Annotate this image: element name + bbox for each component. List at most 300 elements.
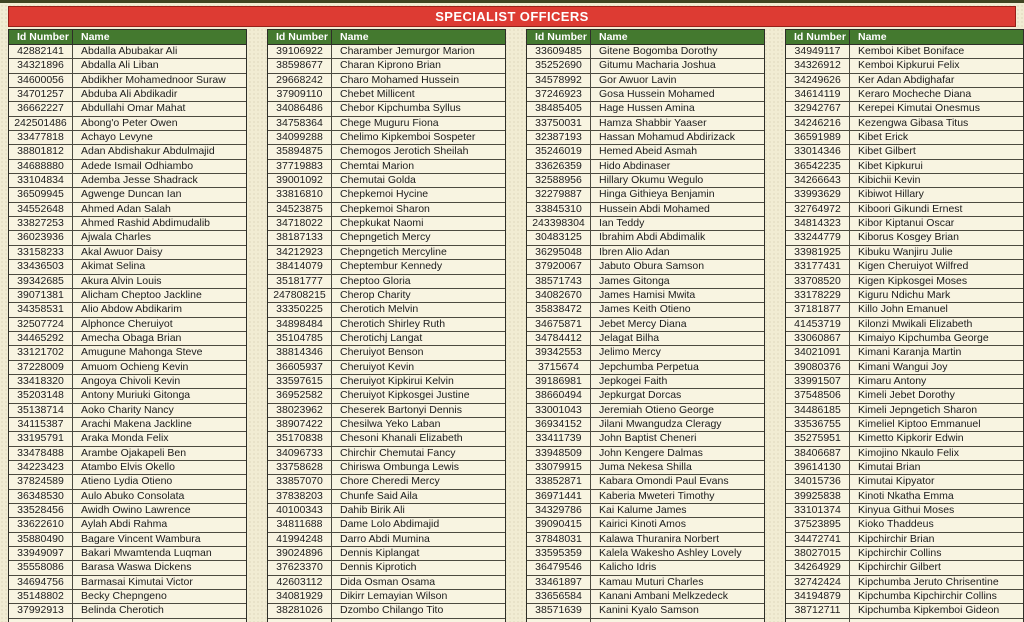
officer-id-number: 32387193: [527, 131, 591, 144]
officer-id-number: 39080376: [786, 361, 850, 374]
table-row: [527, 475, 764, 489]
officer-name: Killo John Emanuel: [858, 303, 948, 316]
officer-id-number: 37824589: [9, 475, 73, 488]
table-row: [9, 404, 246, 418]
officer-id-number: 34249626: [786, 74, 850, 87]
officer-name: Amugune Mahonga Steve: [81, 346, 203, 359]
table-row: [786, 461, 1023, 475]
table-row: [268, 231, 505, 245]
officer-id-number: 34814323: [786, 217, 850, 230]
table-row: [9, 432, 246, 446]
officer-id-number: 33350225: [268, 303, 332, 316]
officer-id-number: 38406687: [786, 447, 850, 460]
officer-id-number: 33528456: [9, 504, 73, 517]
officer-id-number: 33418320: [9, 375, 73, 388]
officer-name: Chepkemoi Hycine: [340, 188, 429, 201]
table-row: [527, 561, 764, 575]
officer-name: Aoko Charity Nancy: [81, 403, 174, 416]
officer-name: Gor Awuor Lavin: [599, 73, 677, 86]
officer-name: Barmasai Kimutai Victor: [81, 575, 193, 588]
officer-name: Kamau Muturi Charles: [599, 575, 704, 588]
officer-id-number: 37992913: [9, 604, 73, 617]
officer-name: Amuom Ochieng Kevin: [81, 360, 189, 373]
officer-name: Jepkurgat Dorcas: [599, 389, 682, 402]
table-row: [9, 346, 246, 360]
officer-id-number: 34082670: [527, 289, 591, 302]
table-row: [9, 375, 246, 389]
officer-id-number: 37719883: [268, 160, 332, 173]
officer-id-number: 33981925: [786, 246, 850, 259]
officer-name: James Gitonga: [599, 274, 670, 287]
officer-id-number: 37246923: [527, 88, 591, 101]
officer-id-number: 33195791: [9, 432, 73, 445]
table-row: [786, 131, 1023, 145]
table-row: [268, 102, 505, 116]
officer-name: Jelimo Mercy: [599, 346, 661, 359]
officer-id-number: 36591989: [786, 131, 850, 144]
officer-id-number: 35246019: [527, 145, 591, 158]
officer-name: Kabara Omondi Paul Evans: [599, 475, 729, 488]
officer-name: Hage Hussen Amina: [599, 102, 695, 115]
officer-id-number: 34688880: [9, 160, 73, 173]
officer-id-number: 33477818: [9, 131, 73, 144]
officer-id-number: 33178229: [786, 289, 850, 302]
officer-name: Kimetto Kipkorir Edwin: [858, 432, 964, 445]
officer-name: Kalawa Thuranira Norbert: [599, 532, 720, 545]
table-row: [9, 246, 246, 260]
table-row: [786, 246, 1023, 260]
table-row: [9, 102, 246, 116]
table-row: [786, 375, 1023, 389]
officer-id-number: 29668242: [268, 74, 332, 87]
table-row: [268, 561, 505, 575]
table-row: [786, 332, 1023, 346]
table-row: [9, 45, 246, 59]
table-row: [527, 504, 764, 518]
officer-name: Dahib Birik Ali: [340, 504, 405, 516]
officer-id-number: 34194879: [786, 590, 850, 603]
table-row: [786, 518, 1023, 532]
officer-name: Kaberia Mweteri Timothy: [599, 489, 715, 502]
table-row: [268, 375, 505, 389]
table-row: [9, 561, 246, 575]
officer-name: Chore Cheredi Mercy: [340, 475, 440, 488]
officer-id-number: 34099288: [268, 131, 332, 144]
officer-name: Antony Muriuki Gitonga: [81, 389, 191, 402]
officer-name: Kibet Kipkurui: [858, 159, 923, 172]
officer-name: Abdullahi Omar Mahat: [81, 102, 186, 115]
table-row: [9, 461, 246, 475]
table-header-row: [268, 30, 505, 45]
officer-name: Dikirr Lemayian Wilson: [340, 590, 448, 603]
table-row: [9, 504, 246, 518]
table-row: [268, 475, 505, 489]
table-row: [527, 74, 764, 88]
table-row: [268, 447, 505, 461]
officer-id-number: 34600056: [9, 74, 73, 87]
officer-id-number: 33478488: [9, 447, 73, 460]
officer-id-number: 38814346: [268, 346, 332, 359]
table-row: [268, 45, 505, 59]
table-row: [9, 389, 246, 403]
officer-id-number: 33991507: [786, 375, 850, 388]
officer-name: Angoya Chivoli Kevin: [81, 374, 181, 387]
officer-id-number: 38712711: [786, 604, 850, 617]
table-row: [268, 203, 505, 217]
officer-id-number: 35170838: [268, 432, 332, 445]
officer-id-number: 37228009: [9, 361, 73, 374]
officer-id-number: 32588956: [527, 174, 591, 187]
officer-name: Chemtai Marion: [340, 159, 415, 172]
officer-id-number: 42603112: [268, 576, 332, 589]
table-row: [9, 117, 246, 131]
officer-name: Jepkogei Faith: [599, 374, 668, 387]
table-row: [786, 117, 1023, 131]
table-row: [527, 231, 764, 245]
officer-name: Chirchir Chemutai Fancy: [340, 446, 456, 459]
officer-id-number: 34358531: [9, 303, 73, 316]
table-row: [9, 576, 246, 590]
officer-id-number: 34266643: [786, 174, 850, 187]
officer-name: Bakari Mwamtenda Luqman: [81, 547, 212, 560]
officer-id-number: 41453719: [786, 318, 850, 331]
officer-name: Ahmed Rashid Abdimudalib: [81, 217, 210, 230]
officer-name: Kimani Karanja Martin: [858, 346, 962, 359]
officer-id-number: 33708520: [786, 275, 850, 288]
officer-id-number: 38907422: [268, 418, 332, 431]
officer-name: Kipchumba Kipkemboi Gideon: [858, 604, 1000, 617]
officer-name: James Hamisi Mwita: [599, 288, 696, 301]
table-row: [786, 59, 1023, 73]
officer-name: Ajwala Charles: [81, 231, 152, 244]
table-row: [9, 490, 246, 504]
officer-id-number: 36971441: [527, 490, 591, 503]
officer-name: Kimojino Nkaulo Felix: [858, 446, 959, 459]
officer-name: Chepngetich Mercyline: [340, 245, 447, 258]
officer-name: Kezengwa Gibasa Titus: [858, 116, 969, 129]
table-row: [786, 389, 1023, 403]
officer-name: Ker Adan Abdighafar: [858, 73, 955, 86]
table-row: [9, 361, 246, 375]
table-row: [786, 303, 1023, 317]
table-row: [268, 461, 505, 475]
table-row: [9, 174, 246, 188]
officer-name: Agwenge Duncan Ian: [81, 188, 182, 201]
officer-id-number: 34015736: [786, 475, 850, 488]
officer-id-number: 35838472: [527, 303, 591, 316]
officer-name: Chiriswa Ombunga Lewis: [340, 460, 460, 473]
officer-id-number: 38801812: [9, 145, 73, 158]
officer-id-number: 247808215: [268, 289, 332, 302]
table-row: [527, 389, 764, 403]
officer-id-number: 37920067: [527, 260, 591, 273]
officer-id-number: 34326912: [786, 59, 850, 72]
officer-name: Akal Awuor Daisy: [81, 245, 163, 258]
table-row: [786, 188, 1023, 202]
table-row: [527, 88, 764, 102]
officer-tables-container: [0, 29, 1024, 622]
officer-id-number: 34486185: [786, 404, 850, 417]
officer-name: Kibet Erick: [858, 131, 909, 144]
officer-id-number: 36542235: [786, 160, 850, 173]
officer-table: [785, 29, 1024, 622]
table-row: [268, 361, 505, 375]
officer-name: Kigen Kipkosgei Moses: [858, 274, 968, 287]
officer-name: Kimeliel Kiptoo Emmanuel: [858, 417, 981, 430]
officer-id-number: 39024896: [268, 547, 332, 560]
table-row: [9, 88, 246, 102]
officer-id-number: 34212923: [268, 246, 332, 259]
table-row: [9, 332, 246, 346]
officer-id-number: 33948509: [527, 447, 591, 460]
officer-id-number: 33758628: [268, 461, 332, 474]
officer-name: Hemed Abeid Asmah: [599, 145, 698, 158]
table-row: [9, 260, 246, 274]
table-row: [9, 59, 246, 73]
officer-name: Kibet Gilbert: [858, 145, 916, 158]
officer-id-number: 35558086: [9, 561, 73, 574]
officer-id-number: 37838203: [268, 490, 332, 503]
officer-name: Chepkemoi Sharon: [340, 202, 430, 215]
officer-name: Gitene Bogomba Dorothy: [599, 45, 718, 57]
officer-name: Adede Ismail Odhiambo: [81, 159, 194, 172]
page-top-border: [0, 0, 1024, 3]
table-row: [527, 246, 764, 260]
officer-name: Achayo Levyne: [81, 131, 153, 144]
table-row: [786, 346, 1023, 360]
officer-id-number: 30483125: [527, 231, 591, 244]
table-row: [268, 389, 505, 403]
table-row: [786, 45, 1023, 59]
table-row: [268, 59, 505, 73]
officer-name: Kemboi Kipkurui Felix: [858, 59, 960, 72]
officer-id-number: 35275951: [786, 432, 850, 445]
officer-id-number: 35880490: [9, 533, 73, 546]
officer-id-number: 33595359: [527, 547, 591, 560]
officer-id-number: 33827253: [9, 217, 73, 230]
officer-name: Kemboi Kibet Boniface: [858, 45, 965, 57]
officer-id-number: 33101374: [786, 504, 850, 517]
officer-table: [8, 29, 247, 622]
table-row: [786, 217, 1023, 231]
table-row: [268, 432, 505, 446]
table-row: [527, 289, 764, 303]
table-row: [527, 432, 764, 446]
officer-name: Cheruiyot Benson: [340, 346, 424, 359]
table-row: [268, 547, 505, 561]
officer-name: Arambe Ojakapeli Ben: [81, 446, 187, 459]
officer-id-number: 38023962: [268, 404, 332, 417]
officer-name: Kairici Kinoti Amos: [599, 518, 686, 531]
table-row: [786, 547, 1023, 561]
table-row: [786, 289, 1023, 303]
table-row: [527, 131, 764, 145]
officer-id-number: 34246216: [786, 117, 850, 130]
officer-id-number: 242501486: [9, 117, 73, 130]
officer-id-number: 36348530: [9, 490, 73, 503]
table-row: [268, 131, 505, 145]
officer-name: Chemogos Jerotich Sheilah: [340, 145, 469, 158]
table-header-row: [786, 30, 1023, 45]
officer-id-number: 38660494: [527, 389, 591, 402]
table-row: [527, 188, 764, 202]
officer-id-number: 33626359: [527, 160, 591, 173]
officer-id-number: 33816810: [268, 188, 332, 201]
officer-id-number: 33158233: [9, 246, 73, 259]
officer-id-number: 33104834: [9, 174, 73, 187]
officer-name: Dennis Kiprotich: [340, 561, 417, 574]
officer-id-number: 39186981: [527, 375, 591, 388]
officer-id-number: 34096733: [268, 447, 332, 460]
officer-name: Jeremiah Otieno George: [599, 403, 714, 416]
table-row: [786, 604, 1023, 618]
officer-id-number: 34081929: [268, 590, 332, 603]
table-row: [268, 260, 505, 274]
officer-id-number: 35894875: [268, 145, 332, 158]
table-row: [9, 590, 246, 604]
officer-name: Ibren Alio Adan: [599, 245, 670, 258]
table-row: [9, 418, 246, 432]
officer-name: Kilonzi Mwikali Elizabeth: [858, 317, 973, 330]
officer-id-number: 34465292: [9, 332, 73, 345]
table-row: [268, 576, 505, 590]
officer-id-number: 39342685: [9, 275, 73, 288]
officer-name: Kimaiyo Kipchumba George: [858, 331, 989, 344]
table-row: [786, 533, 1023, 547]
officer-id-number: 33609485: [527, 45, 591, 58]
table-row: [268, 117, 505, 131]
table-row: [9, 217, 246, 231]
table-row: [268, 490, 505, 504]
officer-name: Hinga Githieya Benjamin: [599, 188, 715, 201]
officer-name: Kai Kalume James: [599, 504, 687, 516]
officer-name: Araka Monda Felix: [81, 432, 169, 445]
officer-id-number: 33461897: [527, 576, 591, 589]
officer-id-number: 39106922: [268, 45, 332, 58]
table-row: [268, 504, 505, 518]
officer-id-number: 39001092: [268, 174, 332, 187]
table-row: [786, 418, 1023, 432]
officer-name: Hido Abdinaser: [599, 159, 671, 172]
officer-name: Dzombo Chilango Tito: [340, 604, 444, 617]
table-row: [786, 432, 1023, 446]
table-row: [9, 447, 246, 461]
officer-name: Jepchumba Perpetua: [599, 360, 699, 373]
officer-id-number: 33656584: [527, 590, 591, 603]
table-row: [527, 59, 764, 73]
page-title: SPECIALIST OFFICERS: [8, 6, 1016, 27]
table-row: [268, 332, 505, 346]
officer-name: Jebet Mercy Diana: [599, 317, 687, 330]
officer-id-number: 38187133: [268, 231, 332, 244]
officer-name: Ibrahim Abdi Abdimalik: [599, 231, 706, 244]
officer-id-number: 36509945: [9, 188, 73, 201]
officer-name: Belinda Cherotich: [81, 604, 164, 617]
officer-id-number: 37523895: [786, 518, 850, 531]
table-row: [9, 289, 246, 303]
column-header-name: Name: [340, 31, 369, 43]
officer-name: Charo Mohamed Hussein: [340, 73, 460, 86]
officer-name: Chesilwa Yeko Laban: [340, 417, 441, 430]
table-row: [786, 590, 1023, 604]
table-row: [9, 547, 246, 561]
officer-id-number: 34578992: [527, 74, 591, 87]
officer-id-number: 33177431: [786, 260, 850, 273]
officer-id-number: 34264929: [786, 561, 850, 574]
officer-name: Kipchirchir Brian: [858, 532, 935, 545]
officer-id-number: 34784412: [527, 332, 591, 345]
table-row: [527, 447, 764, 461]
officer-id-number: 35148802: [9, 590, 73, 603]
officer-name: Ademba Jesse Shadrack: [81, 174, 198, 187]
table-row: [268, 217, 505, 231]
table-row: [268, 318, 505, 332]
table-row: [527, 318, 764, 332]
table-row: [527, 404, 764, 418]
officer-name: Kanini Kyalo Samson: [599, 604, 699, 617]
officer-name: Ahmed Adan Salah: [81, 202, 171, 215]
officer-id-number: 35252690: [527, 59, 591, 72]
officer-id-number: 39342553: [527, 346, 591, 359]
officer-name: Cheserek Bartonyi Dennis: [340, 403, 462, 416]
officer-id-number: 34675871: [527, 318, 591, 331]
officer-id-number: 33121702: [9, 346, 73, 359]
officer-id-number: 32507724: [9, 318, 73, 331]
officer-name: Keraro Mocheche Diana: [858, 88, 972, 101]
table-row: [527, 604, 764, 618]
table-row: [786, 504, 1023, 518]
officer-id-number: 37548506: [786, 389, 850, 402]
table-row: [527, 45, 764, 59]
officer-name: Chemutai Golda: [340, 174, 416, 187]
table-body: [527, 45, 764, 622]
table-row: [527, 303, 764, 317]
officer-name: Hillary Okumu Wegulo: [599, 174, 704, 187]
officer-name: Abdalla Ali Liban: [81, 59, 159, 72]
table-row: [268, 346, 505, 360]
officer-id-number: 34758364: [268, 117, 332, 130]
officer-name: Alio Abdow Abdikarim: [81, 303, 182, 316]
table-row: [786, 475, 1023, 489]
officer-name: Dame Lolo Abdimajid: [340, 518, 440, 531]
officer-id-number: 37181877: [786, 303, 850, 316]
table-row: [9, 275, 246, 289]
table-row: [268, 160, 505, 174]
officer-id-number: 34694756: [9, 576, 73, 589]
officer-name: Kiboori Gikundi Ernest: [858, 202, 963, 215]
officer-name: Kipchumba Kipchirchir Collins: [858, 590, 997, 603]
officer-name: Chebor Kipchumba Syllus: [340, 102, 461, 115]
officer-name: Kipchumba Jeruto Chrisentine: [858, 575, 999, 588]
table-row: [527, 102, 764, 116]
officer-name: Cherotichj Langat: [340, 331, 423, 344]
table-row: [786, 561, 1023, 575]
table-row: [527, 346, 764, 360]
officer-name: Kimeli Jepngetich Sharon: [858, 403, 978, 416]
officer-name: Dennis Kiplangat: [340, 547, 420, 560]
officer-name: Abong'o Peter Owen: [81, 116, 178, 129]
officer-id-number: 39614130: [786, 461, 850, 474]
officer-id-number: 32764972: [786, 203, 850, 216]
officer-name: Kibiwot Hillary: [858, 188, 924, 201]
table-row: [9, 604, 246, 618]
officer-name: Jabuto Obura Samson: [599, 260, 705, 273]
table-row: [9, 203, 246, 217]
table-row: [527, 217, 764, 231]
officer-name: Kerepei Kimutai Onesmus: [858, 102, 980, 115]
table-row: [9, 475, 246, 489]
officer-table: [267, 29, 506, 622]
